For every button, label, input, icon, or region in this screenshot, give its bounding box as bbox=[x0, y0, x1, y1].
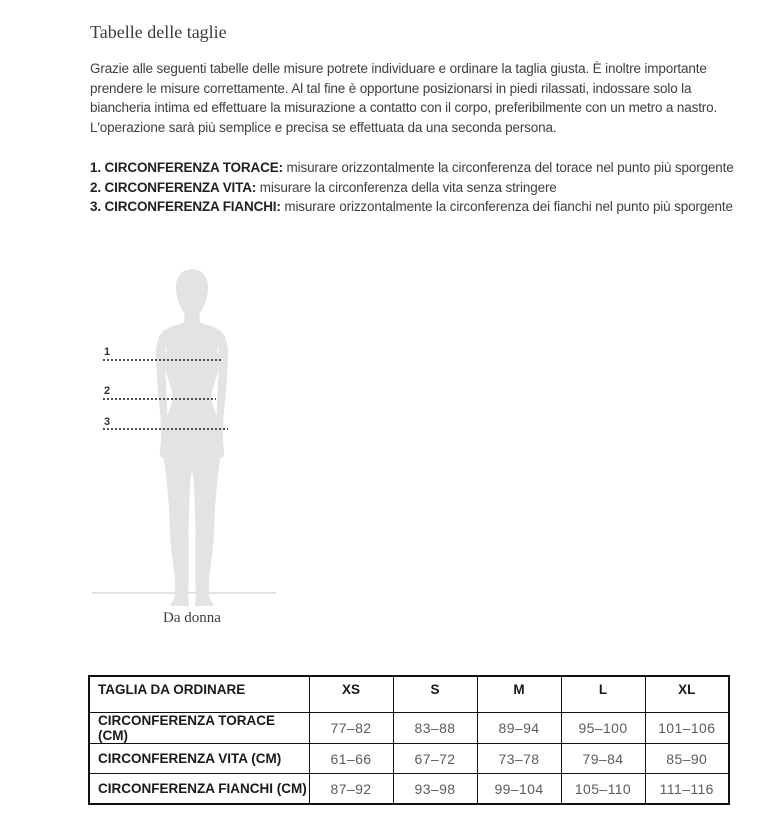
header-cell-l: L bbox=[561, 676, 645, 713]
marker-1-dashed-line bbox=[103, 359, 222, 361]
intro-paragraph: Grazie alle seguenti tabelle delle misure potrete individuare e ordinare la taglia giusta. È inoltre importante prendere le misure correttamente. Al tal fine è opportune posizionarsi in piedi rilassati, indossare solo la biancheria intima ed effettuare la misurazione a contatto con il corpo, preferibilmente con un metro a nastro. L'operazione sarà più semplice e precisa se effettuata da una seconda persona. bbox=[90, 61, 718, 135]
instruction-torace-label: 1. CIRCONFERENZA TORACE: bbox=[90, 160, 283, 175]
vita-xl-value: 85–90 bbox=[645, 744, 729, 774]
row-label-fianchi: CIRCONFERENZA FIANCHI (CM) bbox=[89, 774, 309, 805]
marker-1-label: 1 bbox=[104, 346, 111, 358]
size-table-header-row bbox=[89, 676, 729, 713]
row-label-torace: CIRCONFERENZA TORACE (CM) bbox=[89, 713, 309, 744]
instruction-vita bbox=[90, 178, 738, 198]
header-cell-m: M bbox=[477, 676, 561, 713]
vita-s-value: 67–72 bbox=[393, 744, 477, 774]
marker-2-label: 2 bbox=[104, 385, 111, 397]
female-silhouette-icon bbox=[132, 267, 252, 607]
fianchi-s-value: 93–98 bbox=[393, 774, 477, 805]
header-cell-xl: XL bbox=[645, 676, 729, 713]
torace-xl-value: 101–106 bbox=[645, 713, 729, 744]
marker-3-dashed-line bbox=[103, 428, 228, 430]
header-cell-taglia: TAGLIA DA ORDINARE bbox=[89, 676, 309, 713]
header-cell-xs: XS bbox=[309, 676, 393, 713]
marker-2-dashed-line bbox=[103, 398, 216, 400]
row-label-vita: CIRCONFERENZA VITA (CM) bbox=[89, 744, 309, 774]
marker-3-label: 3 bbox=[104, 416, 111, 428]
instruction-fianchi-label: 3. CIRCONFERENZA FIANCHI: bbox=[90, 199, 281, 214]
page-title: Tabelle delle taglie bbox=[90, 22, 227, 42]
silhouette-left-arm-shape bbox=[156, 333, 167, 458]
instruction-fianchi bbox=[90, 197, 738, 217]
figure-caption: Da donna bbox=[163, 610, 221, 626]
size-table bbox=[88, 675, 730, 805]
instruction-torace bbox=[90, 158, 738, 178]
instruction-vita-label: 2. CIRCONFERENZA VITA: bbox=[90, 179, 257, 195]
vita-l-value: 79–84 bbox=[561, 744, 645, 774]
torace-s-value: 83–88 bbox=[393, 713, 477, 744]
silhouette-body-shape bbox=[161, 269, 223, 606]
vita-xs-value: 61–66 bbox=[309, 744, 393, 774]
instruction-vita-text: misurare la circonferenza della vita senza stringere bbox=[256, 179, 557, 195]
instruction-fianchi-text: misurare orizzontalmente la circonferenza dei fianchi nel punto più sporgente bbox=[280, 199, 733, 214]
fianchi-xl-value: 111–116 bbox=[645, 774, 729, 805]
ground-line bbox=[92, 592, 276, 594]
header-cell-s: S bbox=[393, 676, 477, 713]
torace-m-value: 89–94 bbox=[477, 713, 561, 744]
fianchi-xs-value: 87–92 bbox=[309, 774, 393, 805]
torace-l-value: 95–100 bbox=[561, 713, 645, 744]
vita-m-value: 73–78 bbox=[477, 744, 561, 774]
table-row-torace bbox=[89, 713, 729, 744]
fianchi-l-value: 105–110 bbox=[561, 774, 645, 805]
measurement-instructions bbox=[90, 158, 738, 217]
silhouette-right-arm-shape bbox=[217, 333, 228, 458]
fianchi-m-value: 99–104 bbox=[477, 774, 561, 805]
torace-xs-value: 77–82 bbox=[309, 713, 393, 744]
table-row-vita bbox=[89, 744, 729, 774]
table-row-fianchi bbox=[89, 774, 729, 805]
instruction-torace-text: misurare orizzontalmente la circonferenza del torace nel punto più sporgente bbox=[282, 160, 734, 175]
